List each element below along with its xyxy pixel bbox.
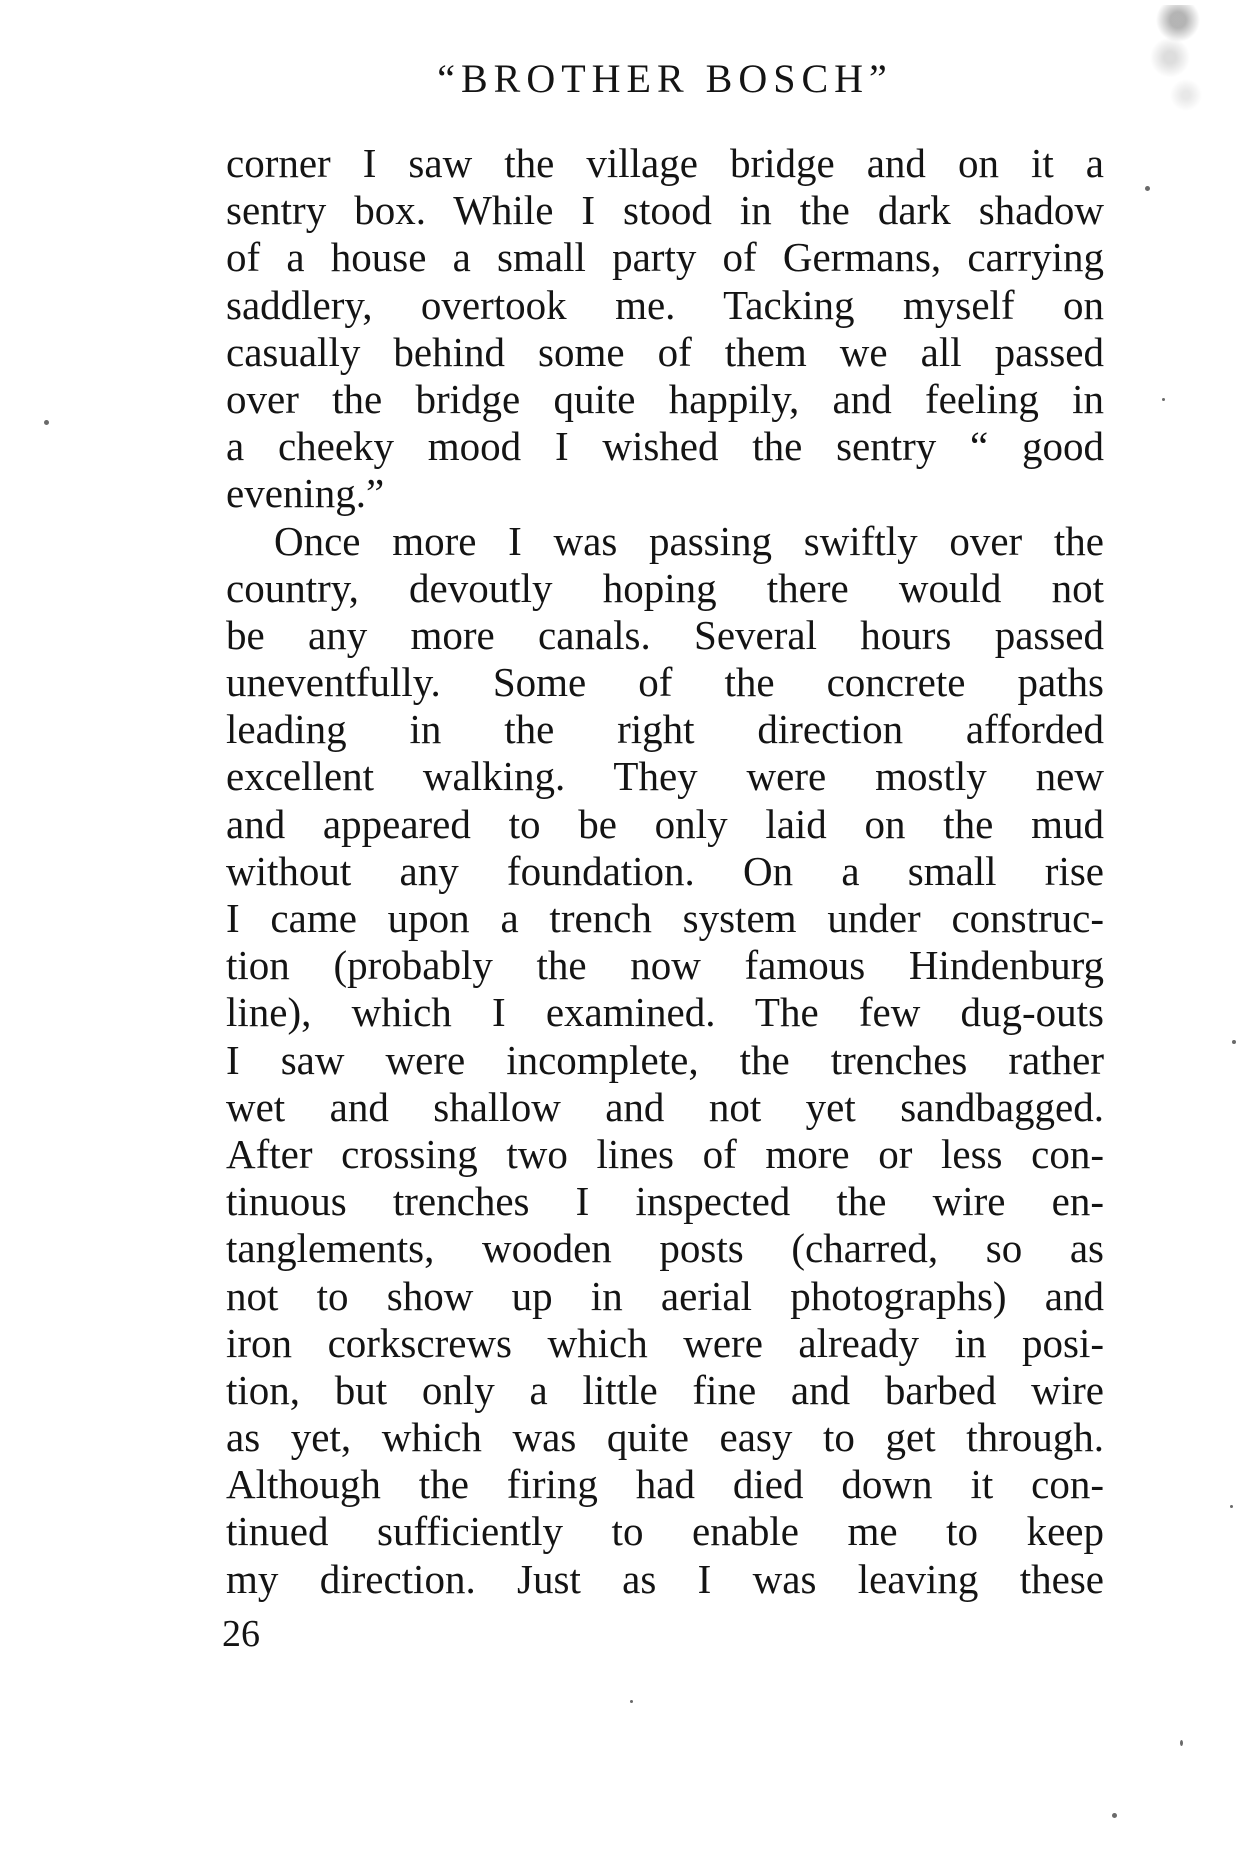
- text-line: as yet, which was quite easy to get through.: [226, 1414, 1104, 1461]
- page-number: 26: [222, 1613, 260, 1655]
- scan-speck: [1230, 1505, 1233, 1508]
- text-line: I came upon a trench system under construc-: [226, 895, 1104, 941]
- text-line: my direction. Just as I was leaving these: [226, 1555, 1104, 1602]
- scan-speck: [1180, 1740, 1183, 1746]
- running-head: “BROTHER BOSCH”: [437, 56, 893, 101]
- scan-speck: [1232, 1040, 1236, 1044]
- text-line: be any more canals. Several hours passed: [226, 611, 1104, 658]
- text-line: tion, but only a little fine and barbed wire: [226, 1366, 1104, 1413]
- text-line: saddlery, overtook me. Tacking myself on: [226, 281, 1104, 328]
- text-line: Once more I was passing swiftly over the: [274, 517, 1104, 564]
- text-line: tion (probably the now famous Hindenburg: [226, 942, 1104, 989]
- text-line: After crossing two lines of more or less con-: [226, 1130, 1104, 1177]
- text-line: corner I saw the village bridge and on it a: [226, 140, 1104, 186]
- text-line: iron corkscrews which were already in posi-: [226, 1319, 1104, 1366]
- text-line: not to show up in aerial photographs) and: [226, 1272, 1104, 1319]
- text-line: of a house a small party of Germans, carrying: [226, 234, 1104, 281]
- scan-speck: [1145, 186, 1150, 191]
- text-line: and appeared to be only laid on the mud: [226, 800, 1104, 847]
- scan-speck: [1112, 1813, 1117, 1818]
- text-line: leading in the right direction afforded: [226, 706, 1104, 753]
- text-line: sentry box. While I stood in the dark shadow: [226, 187, 1104, 234]
- text-line: tinuous trenches I inspected the wire en-: [226, 1178, 1104, 1225]
- scan-noise: [1122, 5, 1202, 155]
- text-line: evening.”: [226, 470, 385, 517]
- text-line: excellent walking. They were mostly new: [226, 753, 1104, 800]
- scan-speck: [1162, 398, 1165, 401]
- text-line: Although the firing had died down it con-: [226, 1461, 1104, 1508]
- text-line: line), which I examined. The few dug-outs: [226, 989, 1104, 1036]
- text-line: wet and shallow and not yet sandbagged.: [226, 1083, 1104, 1130]
- text-line: tinued sufficiently to enable me to keep: [226, 1508, 1104, 1555]
- text-line: I saw were incomplete, the trenches rather: [226, 1036, 1104, 1083]
- scan-speck: [630, 1700, 633, 1703]
- text-line: tanglements, wooden posts (charred, so as: [226, 1225, 1104, 1272]
- body-text: [226, 140, 1104, 1603]
- text-line: over the bridge quite happily, and feeling in: [226, 375, 1104, 422]
- scan-speck: [44, 420, 49, 425]
- text-line: uneventfully. Some of the concrete paths: [226, 659, 1104, 706]
- text-line: country, devoutly hoping there would not: [226, 564, 1104, 611]
- text-line: without any foundation. On a small rise: [226, 847, 1104, 894]
- text-line: casually behind some of them we all passed: [226, 328, 1104, 375]
- text-line: a cheeky mood I wished the sentry “ good: [226, 423, 1104, 470]
